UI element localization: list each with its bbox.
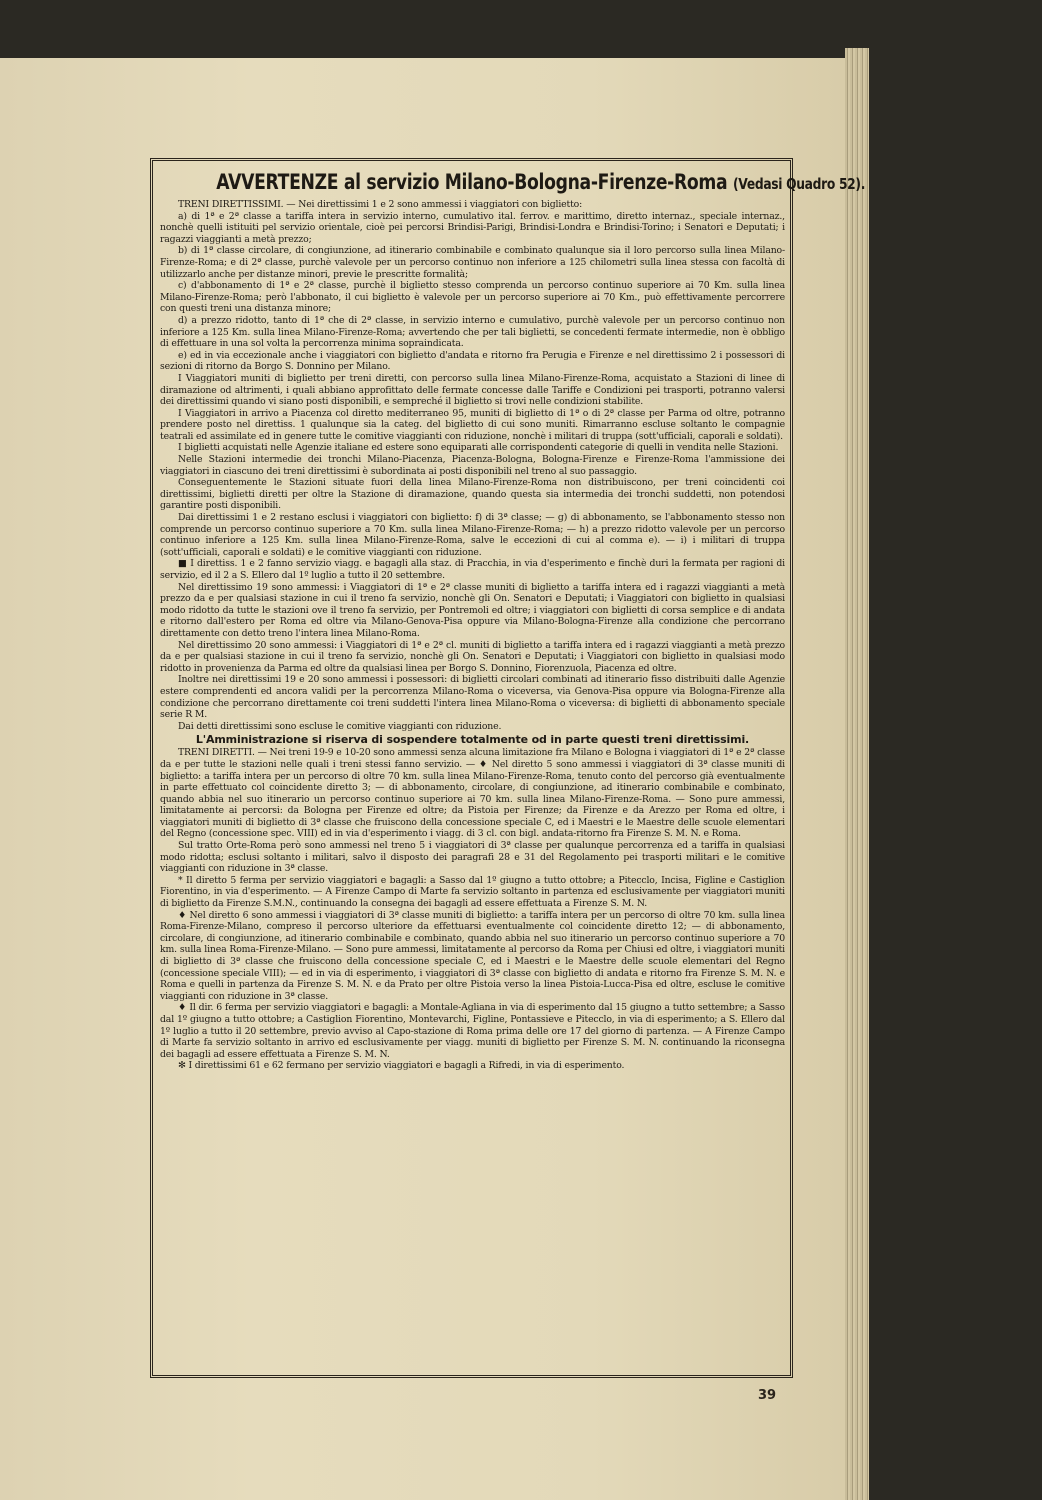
paragraph: d) a prezzo ridotto, tanto di 1ª che di 2ª classe, in servizio interno e cumulativo, purchè valevole per un percorso continuo non inferiore a 125 Km. sulla linea Milano-Firenze-Roma; avvertendo che per tali biglietti, se concedenti fermate intermedie, non è obbligo di effettuare in una sol volta la percorrenza minima sopraindicata.	[160, 314, 785, 350]
paragraph: ■ I direttiss. 1 e 2 fanno servizio viagg. e bagagli alla staz. di Pracchia, in via d'esperimento e finchè duri la fermata per ragioni di servizio, ed il 2 a S. Ellero dal 1º luglio a tutto il 20 settembre.	[160, 558, 785, 581]
paragraph: * Il diretto 5 ferma per servizio viaggiatori e bagagli: a Sasso dal 1º giugno a tutto ottobre; a Pitecclo, Incisa, Figline e Castiglion Fiorentino, in via d'esperimento. — A Firenze Campo di Marte fa servizio soltanto in partenza ed esclusivamente per viaggiatori muniti di biglietto da Firenze S.M.N., continuando la consegna dei bagagli ad essere effettuata a Firenze S. M. N.	[160, 874, 785, 910]
paragraph: Dai detti direttissimi sono escluse le comitive viaggianti con riduzione.	[178, 720, 502, 732]
paragraph: Dai direttissimi 1 e 2 restano esclusi i viaggiatori con biglietto: f) di 3ª classe; — g) di abbonamento, se l'abbonamento stesso non comprende un percorso continuo superiore a 70 Km. sulla linea Milano-Firenze-Roma; — h) a prezzo ridotto valevole per un percorso continuo inferiore a 125 Km. sulla linea Milano-Firenze-Roma, salve le eccezioni di cui al comma e). — i) i militari di truppa (sott'ufficiali, caporali e soldati) e le comitive viaggianti con riduzione.	[160, 512, 785, 558]
paragraph: b) di 1ª classe circolare, di congiunzione, ad itinerario combinabile e combinato qualunque sia il loro percorso sulla linea Milano-Firenze-Roma; e di 2ª classe, purchè valevole per un percorso continuo non inferiore a 125 chilometri sulla linea stessa con facoltà di utilizzarlo anche per distanze minori, previe le prescritte formalità;	[160, 245, 785, 280]
paragraph: Nelle Stazioni intermedie dei tronchi Milano-Piacenza, Piacenza-Bologna, Bologna-Firenze e Firenze-Roma l'ammissione dei viaggiatori in ciascuno dei treni direttissimi è subordinata ai posti disponibili nel treno al suo passaggio.	[160, 454, 785, 477]
paragraph: Nel direttissimo 19 sono ammessi: i Viaggiatori di 1ª e 2ª classe muniti di biglietto a tariffa intera ed i ragazzi viaggianti a metà prezzo da e per qualsiasi stazione in cui il treno fa servizio, nonchè gli On. Senatori e Deputati; i Viaggiatori con biglietto in qualsiasi modo ridotto da tutte le stazioni ove il treno fa servizio, per Pontremoli ed oltre; i viaggiatori con biglietti di corsa semplice e di andata e ritorno dall'estero per Roma ed oltre via Milano-Genova-Pisa oppure via Milano-Bologna-Firenze alla condizione che percorrano direttamente con detto treno l'intera linea Milano-Roma.	[160, 581, 785, 639]
paragraph: Conseguentemente le Stazioni situate fuori della linea Milano-Firenze-Roma non distribuiscono, per treni coincidenti coi direttissimi, biglietti diretti per oltre la Stazione di diramazione, quando questa sia intermedia dei tronchi suddetti, non potendosi garantire posti disponibili.	[160, 477, 785, 512]
paragraph: I biglietti acquistati nelle Agenzie italiane ed estere sono equiparati alle corrispondenti categorie di quelli in vendita nelle Stazioni.	[178, 442, 779, 454]
reservation-heading: L'Amministrazione si riserva di sospendere totalmente od in parte questi treni direttissimi.	[195, 733, 750, 747]
paragraph: Nel direttissimo 20 sono ammessi: i Viaggiatori di 1ª e 2ª cl. muniti di biglietto a tariffa intera ed i ragazzi viaggianti a metà prezzo da e per qualsiasi stazione in cui il treno fa servizio, nonchè gli On. Senatori e Deputati; i Viaggiatori con biglietto in qualsiasi modo ridotto in provenienza da Parma ed oltre da qualsiasi linea per Borgo S. Donnino, Fiorenzuola, Piacenza ed oltre.	[160, 639, 785, 674]
notice-content	[160, 165, 866, 1370]
paragraph: ♦ Nel diretto 6 sono ammessi i viaggiatori di 3ª classe muniti di biglietto: a tariffa intera per un percorso di oltre 70 km. sulla linea Roma-Firenze-Milano, compreso il percorso ulteriore da effettuarsi eventualmente col coincidente diretto 12; — di abbonamento, circolare, di congiunzione, ad itinerario combinabile e combinato, quando abbia nel suo itinerario un percorso continuo superiore a 70 km. sulla linea Roma-Firenze-Milano. — Sono pure ammessi, limitatamente al percorso da Roma per Chiusi ed oltre, i viaggiatori muniti di biglietto di 3ª classe che fruiscono della concessione speciale C, ed i Maestri e le Maestre delle scuole elementari del Regno (concessione speciale VIII); — ed in via di esperimento, i viaggiatori di 3ª classe con biglietto di andata e ritorno fra Firenze S. M. N. e Roma e quelli in partenza da Firenze S. M. N. e da Prato per oltre Pistoia verso la linea Pistoia-Lucca-Pisa ed oltre, escluse le comitive viaggianti con riduzione in 3ª classe.	[160, 909, 785, 1002]
paragraph: I Viaggiatori muniti di biglietto per treni diretti, con percorso sulla linea Milano-Firenze-Roma, acquistato a Stazioni di linee di diramazione od altrimenti, i quali abbiano approfittato delle fermate concesse dalle Tariffe e Condizioni pei trasporti, potranno valersi dei direttissimi quando vi siano posti disponibili, e sempreché il biglietto si trovi nelle condizioni stabilite.	[160, 372, 785, 408]
paragraph: e) ed in via eccezionale anche i viaggiatori con biglietto d'andata e ritorno fra Perugia e Firenze e nel direttissimo 2 i possessori di sezioni di ritorno da Borgo S. Donnino per Milano.	[160, 349, 785, 373]
paragraph: a) di 1ª e 2ª classe a tariffa intera in servizio interno, cumulativo ital. ferrov. e marittimo, diretto internaz., speciale internaz., nonchè quelli istituiti pel servizio orientale, cioè pei percorsi Brindisi-Parigi, Brindisi-Londra e Brindisi-Torino; i Senatori e Deputati; i ragazzi viaggianti a metà prezzo;	[160, 210, 785, 245]
paragraph: Inoltre nei direttissimi 19 e 20 sono ammessi i possessori: di biglietti circolari combinati ad itinerario fisso distribuiti dalle Agenzie estere comprendenti ed ancora validi per la percorrenza Milano-Roma o viceversa, via Genova-Pisa oppure via Bologna-Firenze alla condizione che percorrano direttamente coi treni suddetti l'intera linea Milano-Roma o viceversa: di biglietti di abbonamento speciale serie R M.	[160, 674, 785, 721]
page-number: 39	[758, 1388, 777, 1403]
title-reference: (Vedasi Quadro 52).	[733, 175, 866, 193]
paragraph: ♦ Il dir. 6 ferma per servizio viaggiatori e bagagli: a Montale-Agliana in via di esperimento dal 15 giugno a tutto settembre; a Sasso dal 1º giugno a tutto ottobre; a Castiglion Fiorentino, Montevarchi, Figline, Pontassieve e Pitecclo, in via di esperimento; a S. Ellero dal 1º luglio a tutto il 20 settembre, previo avviso al Capo-stazione di Roma prima delle ore 17 del giorno di partenza. — A Firenze Campo di Marte fa servizio soltanto in arrivo ed esclusivamente per viagg. muniti di biglietto per Firenze S. M. N. continuando la riconsegna dei bagagli ad essere effettuata a Firenze S. M. N.	[160, 1002, 785, 1060]
section-diretti	[160, 747, 785, 1072]
paragraph: Sul tratto Orte-Roma però sono ammessi nel treno 5 i viaggiatori di 3ª classe per qualunque percorrenza ed a tariffa in qualsiasi modo ridotta; esclusi soltanto i militari, salvo il disposto dei paragrafi 28 e 31 del Regolamento pei trasporti militari e le comitive viaggianti con riduzione in 3ª classe.	[160, 840, 785, 875]
paragraph: I Viaggiatori in arrivo a Piacenza col diretto mediterraneo 95, muniti di biglietto di 1ª o di 2ª classe per Parma od oltre, potranno prendere posto nel direttiss. 1 qualunque sia la categ. del biglietto di cui sono muniti. Rimarranno escluse soltanto le compagnie teatrali ed assimilate ed in genere tutte le comitive viaggianti con riduzione, nonchè i militari di truppa (sott'ufficiali, caporali e soldati).	[160, 407, 785, 442]
notice-title	[216, 169, 866, 197]
title-text: AVVERTENZE al servizio Milano-Bologna-Firenze-Roma	[216, 170, 728, 194]
paragraph: TRENI DIRETTI. — Nei treni 19-9 e 10-20 sono ammessi senza alcuna limitazione fra Milano e Bologna i viaggiatori di 1ª e 2ª classe da e per tutte le stazioni nelle quali i treni stessi fanno servizio. — ♦ Nel diretto 5 sono ammessi i viaggiatori di 3ª classe muniti di biglietto: a tariffa intera per un percorso di oltre 70 km. sulla linea Milano-Firenze-Roma, tenuto conto del percorso già eventualmente in parte effettuato col coincidente diretto 3; — di abbonamento, circolare, di congiunzione, ad itinerario combinabile e combinato, quando abbia nel suo itinerario un percorso continuo superiore ai 70 km. sulla linea Milano-Firenze-Roma. — Sono pure ammessi, limitatamente ai percorsi: da Bologna per Firenze ed oltre; da Pistoia per Firenze; da Firenze e da Arezzo per Roma ed oltre, i viaggiatori muniti di biglietto di 3ª classe che fruiscono della concessione speciale C, ed i Maestri e le Maestre delle scuole elementari del Regno (concessione spec. VIII) ed in via d'esperimento i viagg. di 3 cl. con bigl. andata-ritorno fra Firenze S. M. N. e Roma.	[160, 747, 785, 840]
page-edges	[845, 48, 869, 1500]
paragraph: c) d'abbonamento di 1ª e 2ª classe, purchè il biglietto stesso comprenda un percorso continuo superiore ai 70 Km. sulla linea Milano-Firenze-Roma; però l'abbonato, il cui biglietto è valevole per un percorso superiore ai 70 Km., può effettivamente percorrere con questi treni una distanza minore;	[160, 280, 785, 315]
paragraph: ✻ I direttissimi 61 e 62 fermano per servizio viaggiatori e bagagli a Rifredi, in via di esperimento.	[178, 1060, 625, 1072]
paragraph: TRENI DIRETTISSIMI. — Nei direttissimi 1 e 2 sono ammessi i viaggiatori con biglietto:	[178, 199, 583, 210]
section-direttissimi	[160, 199, 785, 732]
